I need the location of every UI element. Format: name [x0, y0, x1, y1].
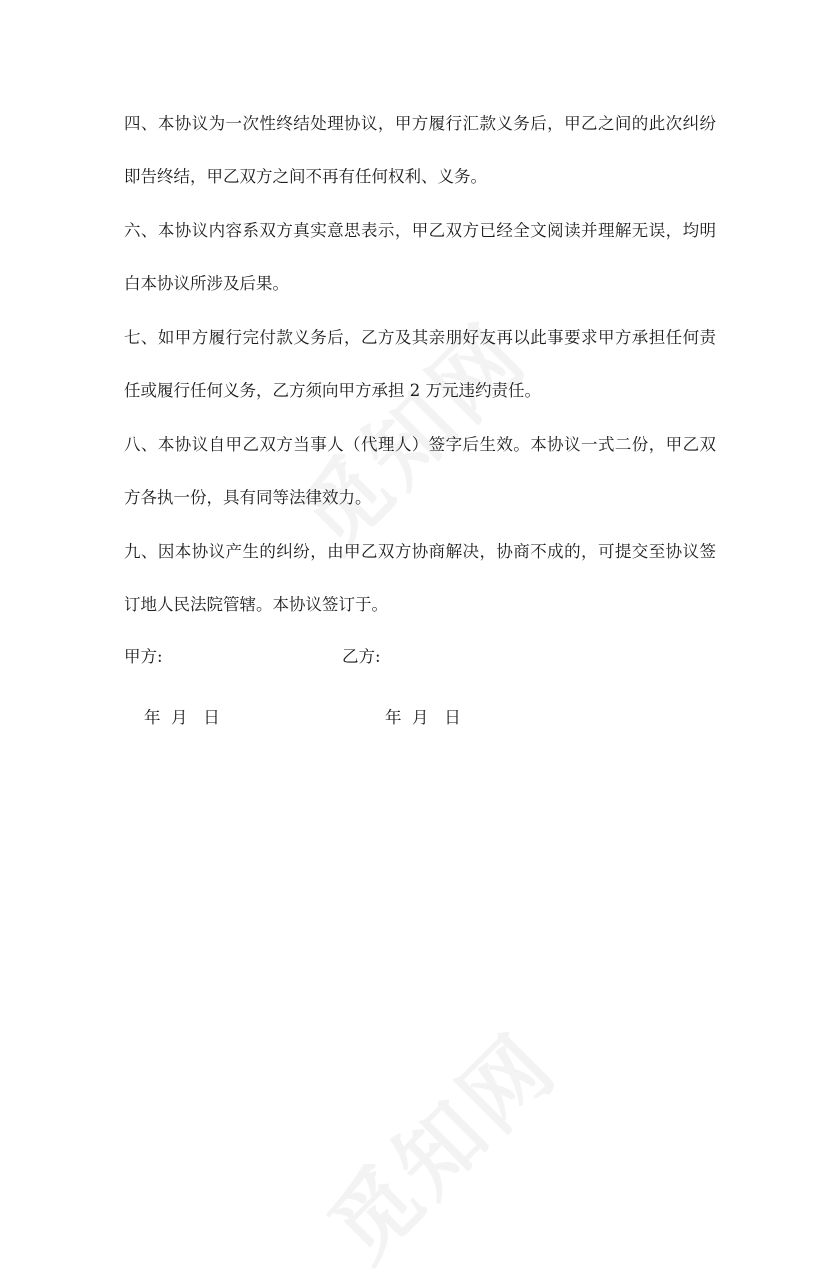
clause-six: 六、本协议内容系双方真实意思表示，甲乙双方已经全文阅读并理解无误，均明白本协议所涉及后果。	[124, 221, 716, 293]
clause-seven: 七、如甲方履行完付款义务后，乙方及其亲朋好友再以此事要求甲方承担任何责任或履行任何义务，乙方须向甲方承担 2 万元违约责任。	[124, 328, 716, 400]
party-b-date: 年 月 日	[385, 708, 461, 727]
clause-four: 四、本协议为一次性终结处理协议，甲方履行汇款义务后，甲乙之间的此次纠纷即告终结，甲乙双方之间不再有任何权利、义务。	[124, 114, 716, 186]
watermark	[297, 1001, 580, 1283]
party-a-date: 年 月 日	[144, 708, 220, 727]
clause-eight: 八、本协议自甲乙双方当事人（代理人）签字后生效。本协议一式二份，甲乙双方各执一份，具有同等法律效力。	[124, 435, 716, 507]
party-a-signature-label: 甲方:	[124, 647, 163, 666]
clause-nine: 九、因本协议产生的纠纷，由甲乙双方协商解决，协商不成的，可提交至协议签订地人民法院管辖。本协议签订于。	[124, 542, 716, 614]
party-b-signature-label: 乙方:	[342, 647, 381, 666]
